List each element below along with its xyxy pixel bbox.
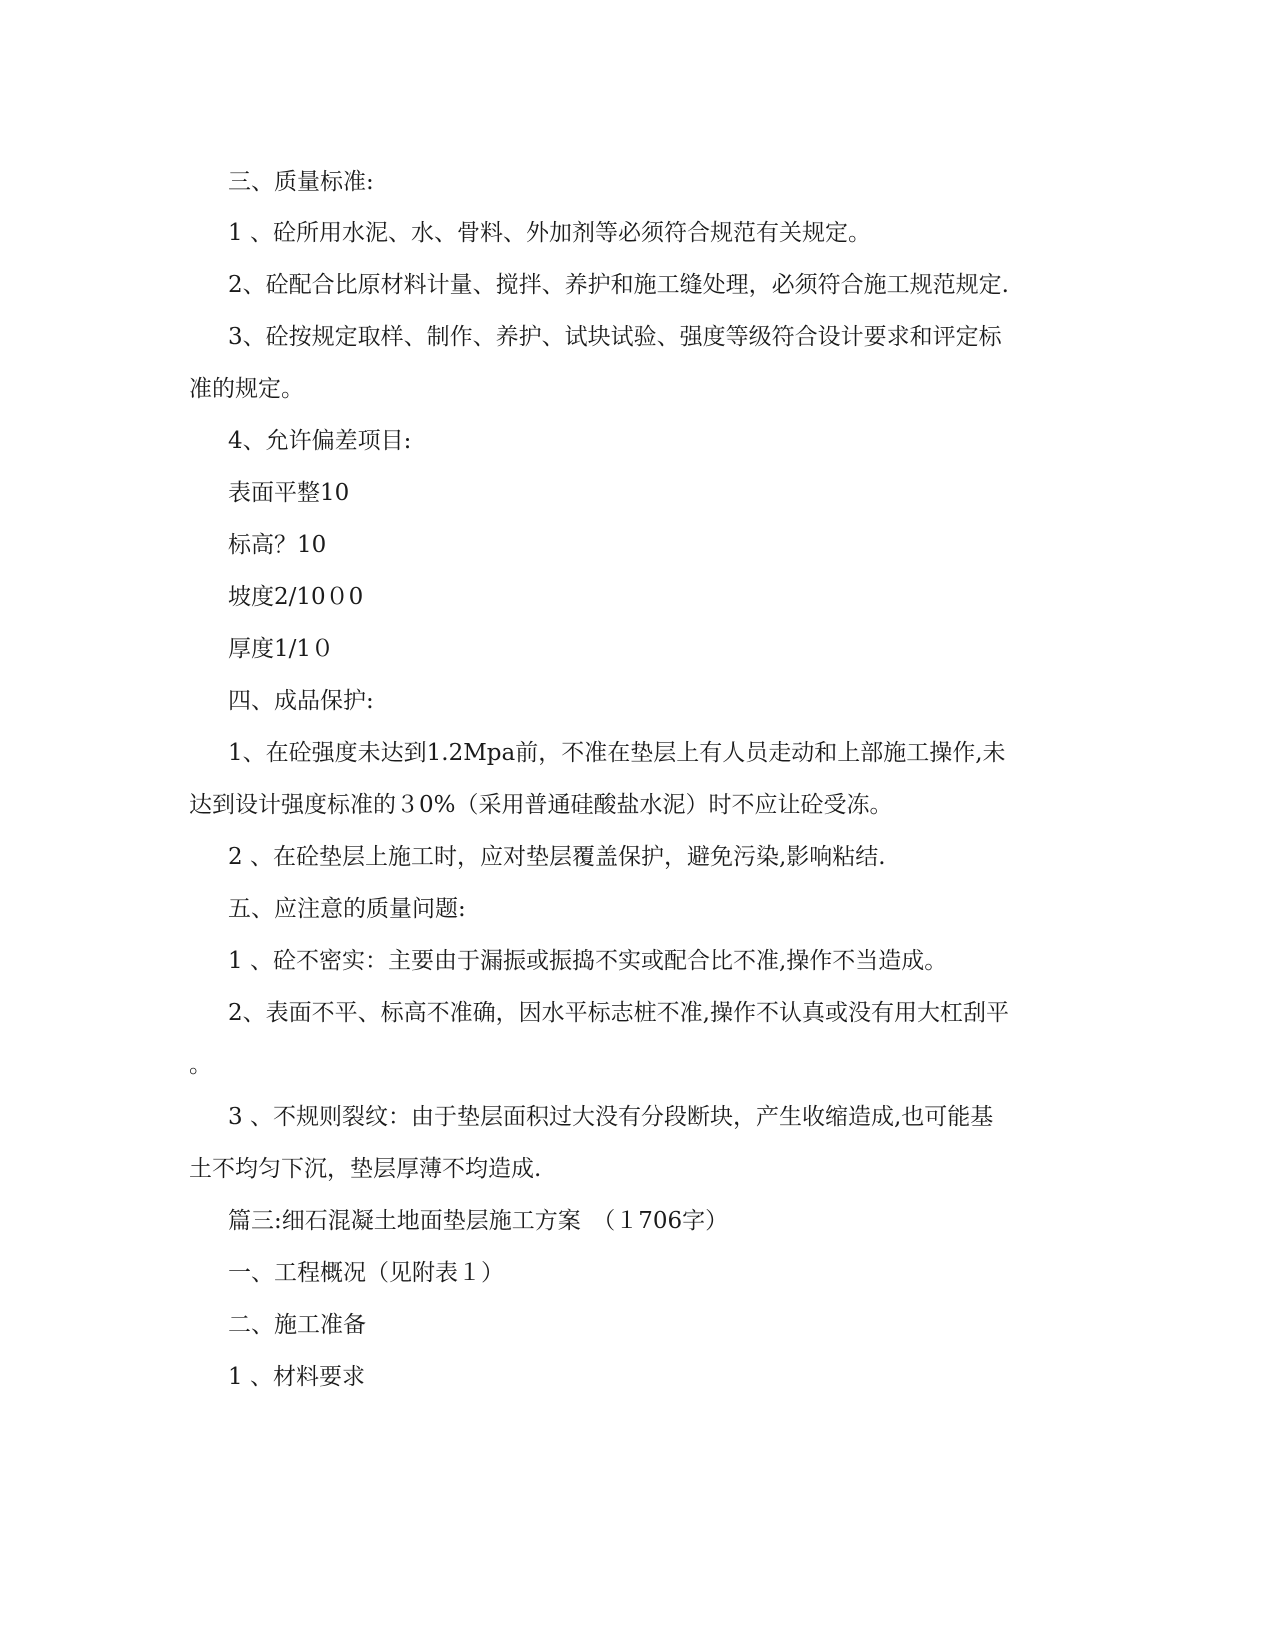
heading-quality-standard: 三、质量标准: <box>228 169 374 195</box>
paragraph-line: 准的规定。 <box>189 376 304 402</box>
paragraph-line: 。 <box>189 1052 212 1078</box>
paragraph-line: 1、在砼强度未达到1.2Mpa前，不准在垫层上有人员走动和上部施工操作,未 <box>228 740 1006 766</box>
paragraph-line: 1 、砼所用水泥、水、骨料、外加剂等必须符合规范有关规定。 <box>228 220 871 246</box>
paragraph-line: 坡度2/10０0 <box>228 584 364 610</box>
heading-quality-issues: 五、应注意的质量问题: <box>228 896 466 922</box>
heading-material-requirements: 1 、材料要求 <box>228 1364 365 1390</box>
paragraph-line: 3 、不规则裂纹：由于垫层面积过大没有分段断块，产生收缩造成,也可能基 <box>228 1104 994 1130</box>
paragraph-line: 标高？10 <box>228 532 327 558</box>
paragraph-line: 3、砼按规定取样、制作、养护、试块试验、强度等级符合设计要求和评定标 <box>228 324 1002 350</box>
paragraph-line: 达到设计强度标准的３0%（采用普通硅酸盐水泥）时不应让砼受冻。 <box>189 792 893 818</box>
heading-construction-preparation: 二、施工准备 <box>228 1312 366 1338</box>
paragraph-line: 2、表面不平、标高不准确，因水平标志桩不准,操作不认真或没有用大杠刮平 <box>228 1000 1009 1026</box>
paragraph-line: 厚度1/1０ <box>228 636 335 662</box>
paragraph-line: 土不均匀下沉，垫层厚薄不均造成. <box>189 1156 542 1182</box>
paragraph-line: 表面平整10 <box>228 480 350 506</box>
paragraph-line: 2、砼配合比原材料计量、搅拌、养护和施工缝处理，必须符合施工规范规定. <box>228 272 1009 298</box>
heading-product-protection: 四、成品保护: <box>228 688 374 714</box>
paragraph-line: 2 、在砼垫层上施工时，应对垫层覆盖保护，避免污染,影响粘结. <box>228 844 886 870</box>
heading-project-overview: 一、工程概况（见附表１） <box>228 1260 504 1286</box>
paragraph-line: 4、允许偏差项目: <box>228 428 412 454</box>
section-title: 篇三:细石混凝土地面垫层施工方案 （１706字） <box>228 1208 729 1234</box>
paragraph-line: 1 、砼不密实：主要由于漏振或振捣不实或配合比不准,操作不当造成。 <box>228 948 948 974</box>
